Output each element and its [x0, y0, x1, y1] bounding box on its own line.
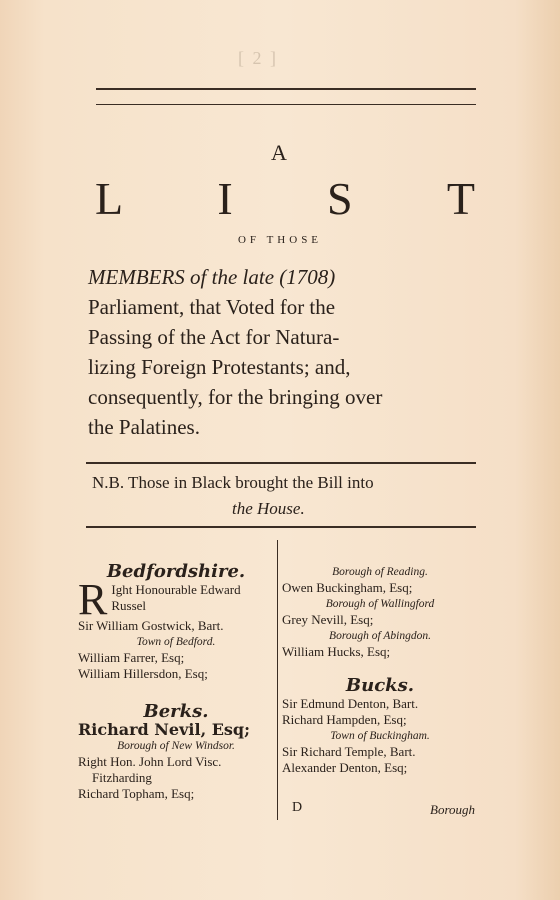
title-letter-i: I — [217, 173, 233, 224]
member-name-black: Richard Nevil, Esq; — [78, 720, 250, 739]
borough-heading: Town of Buckingham. — [330, 730, 430, 742]
member-name: William Hucks, Esq; — [282, 644, 391, 659]
intro-line: lizing Foreign Protestants; and, — [88, 355, 351, 379]
intro-line: consequently, for the bringing over — [88, 385, 383, 409]
county-heading: Bucks. — [345, 675, 415, 696]
title-letter-l: L — [95, 173, 124, 224]
right-column — [282, 560, 478, 776]
county-heading: Berks. — [143, 701, 209, 722]
title-list — [95, 172, 475, 225]
nb-bottom-rule — [86, 526, 476, 528]
member-name: Sir William Gostwick, Bart. — [78, 618, 224, 633]
top-rule-thin — [96, 104, 476, 105]
member-name: Sir Richard Temple, Bart. — [282, 744, 416, 759]
member-name: Owen Buckingham, Esq; — [282, 580, 413, 595]
member-name: Richard Hampden, Esq; — [282, 712, 407, 727]
member-name: Alexander Denton, Esq; — [282, 760, 408, 775]
top-rule — [96, 88, 476, 90]
member-name: Right Hon. John Lord Visc. — [78, 754, 222, 769]
member-name: William Farrer, Esq; — [78, 650, 185, 665]
column-divider — [277, 540, 278, 820]
borough-heading: Borough of Wallingford — [325, 598, 435, 610]
nb-line: the House. — [232, 499, 305, 518]
borough-heading: Borough of New Windsor. — [117, 740, 235, 752]
member-name-cont: Russel — [111, 598, 147, 613]
nb-top-rule — [86, 462, 476, 464]
intro-line: Passing of the Act for Natura- — [88, 325, 340, 349]
title-letter-s: S — [327, 173, 353, 224]
member-name-cont: Fitzharding — [92, 770, 152, 785]
county-heading: Bedfordshire. — [106, 561, 246, 582]
member-entry — [78, 575, 274, 624]
intro-paragraph — [88, 262, 488, 442]
nota-bene — [92, 470, 482, 522]
borough-heading: Borough of Abingdon. — [329, 630, 431, 642]
title-letter-t: T — [446, 173, 475, 224]
member-name: Sir Edmund Denton, Bart. — [282, 696, 419, 711]
borough-heading: Town of Bedford. — [136, 636, 216, 648]
nb-line: N.B. Those in Black brought the Bill into — [92, 473, 374, 492]
intro-line: MEMBERS of the late (1708) — [88, 265, 336, 289]
borough-heading: Borough of Reading. — [332, 566, 428, 578]
intro-line: the Palatines. — [88, 415, 200, 439]
drop-cap: R — [78, 575, 108, 624]
catchword: Borough — [430, 802, 476, 817]
page-number-faint: [ 2 ] — [238, 48, 278, 68]
member-name: William Hillersdon, Esq; — [78, 666, 208, 681]
intro-line: Parliament, that Voted for the — [88, 295, 336, 319]
signature-mark: D — [292, 800, 303, 815]
member-name: Grey Nevill, Esq; — [282, 612, 374, 627]
member-name: Richard Topham, Esq; — [78, 786, 195, 801]
of-those: OF THOSE — [237, 234, 323, 246]
title-a: A — [271, 140, 289, 165]
left-column — [78, 560, 274, 802]
member-name: Ight Honourable Edward — [111, 582, 241, 597]
